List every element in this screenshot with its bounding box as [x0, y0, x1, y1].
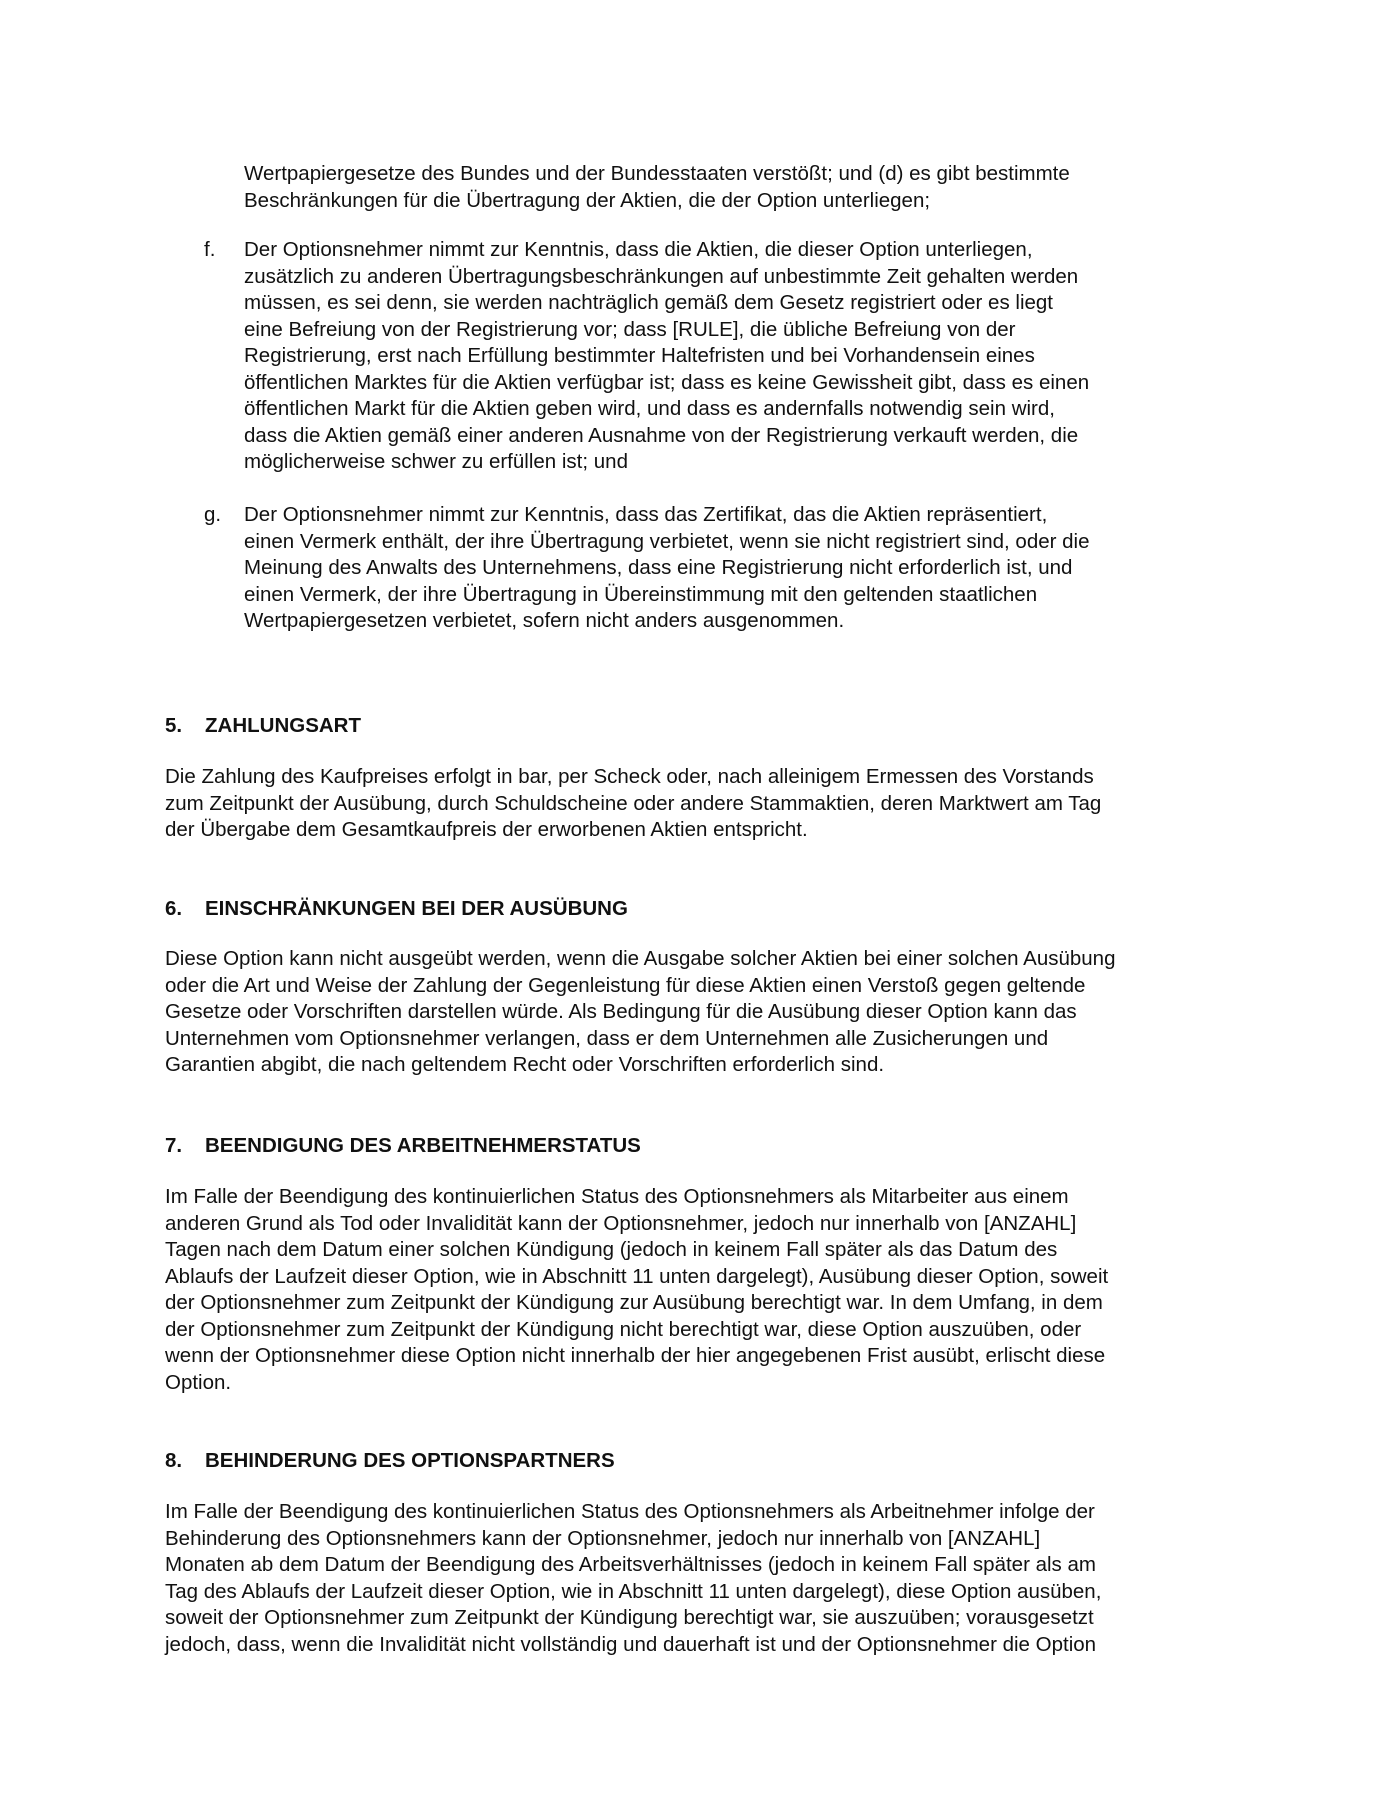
text-line: öffentlichen Marktes für die Aktien verfügbar ist; dass es keine Gewissheit gibt, dass es einen: [244, 370, 1090, 394]
section-body-6: [165, 946, 1225, 1079]
text-line: Gesetze oder Vorschriften darstellen würde. Als Bedingung für die Ausübung dieser Option kann das: [165, 1000, 1077, 1023]
text-line: Der Optionsnehmer nimmt zur Kenntnis, dass die Aktien, die dieser Option unterliegen,: [244, 238, 1033, 261]
list-item-g: [204, 502, 1224, 635]
text-line: Die Zahlung des Kaufpreises erfolgt in bar, per Scheck oder, nach alleinigem Ermessen des Vorstands: [165, 765, 1094, 788]
text-line: Diese Option kann nicht ausgeübt werden, wenn die Ausgabe solcher Aktien bei einer solchen Ausübung: [165, 947, 1116, 970]
section-number: 5.: [165, 714, 183, 737]
text-line: öffentlichen Markt für die Aktien geben wird, und dass es andernfalls notwendig sein wird,: [244, 397, 1055, 420]
text-line: Ablaufs der Laufzeit dieser Option, wie in Abschnitt 11 unten dargelegt), Ausübung dieser Option, soweit: [165, 1264, 1109, 1288]
section-number: 6.: [165, 897, 183, 920]
text-line: müssen, es sei denn, sie werden nachträglich gemäß dem Gesetz registriert oder es liegt: [244, 291, 1053, 314]
list-item-f: [204, 237, 1224, 476]
text-line: Behinderung des Optionsnehmers kann der Optionsnehmer, jedoch nur innerhalb von [ANZAHL]: [165, 1526, 1041, 1550]
section-number: 7.: [165, 1134, 183, 1157]
section-title: BEHINDERUNG DES OPTIONSPARTNERS: [205, 1449, 615, 1472]
text-line: Unternehmen vom Optionsnehmer verlangen, dass er dem Unternehmen alle Zusicherungen und: [165, 1026, 1049, 1050]
text-line: einen Vermerk enthält, der ihre Übertragung verbietet, wenn sie nicht registriert sind, oder die: [244, 529, 1090, 553]
section-body-8: [165, 1499, 1225, 1658]
section-body-5: [165, 764, 1225, 844]
section-title: BEENDIGUNG DES ARBEITNEHMERSTATUS: [205, 1134, 641, 1157]
text-line: der Übergabe dem Gesamtkaufpreis der erworbenen Aktien entspricht.: [165, 818, 808, 841]
text-line: der Optionsnehmer zum Zeitpunkt der Kündigung nicht berechtigt war, diese Option auszuüben, oder: [165, 1317, 1082, 1341]
text-line: Wertpapiergesetzen verbietet, sofern nicht anders ausgenommen.: [244, 609, 845, 632]
section-heading-5: [165, 713, 361, 739]
text-line: eine Befreiung von der Registrierung vor; dass [RULE], die übliche Befreiung von der: [244, 317, 1016, 341]
text-line: Beschränkungen für die Übertragung der Aktien, die der Option unterliegen;: [244, 188, 931, 212]
text-line: Tag des Ablaufs der Laufzeit dieser Option, wie in Abschnitt 11 unten dargelegt), diese Option ausüben,: [165, 1579, 1102, 1603]
text-line: der Optionsnehmer zum Zeitpunkt der Kündigung zur Ausübung berechtigt war. In dem Umfang, in dem: [165, 1291, 1103, 1314]
section-heading-6: [165, 896, 628, 922]
section-title: ZAHLUNGSART: [205, 714, 362, 737]
text-line: Im Falle der Beendigung des kontinuierlichen Status des Optionsnehmers als Arbeitnehmer infolge der: [165, 1500, 1095, 1523]
section-number: 8.: [165, 1449, 183, 1472]
text-line: dass die Aktien gemäß einer anderen Ausnahme von der Registrierung verkauft werden, die: [244, 423, 1079, 447]
text-line: wenn der Optionsnehmer diese Option nicht innerhalb der hier angegebenen Frist ausübt, erlischt diese: [165, 1344, 1106, 1367]
text-line: oder die Art und Weise der Zahlung der Gegenleistung für diese Aktien einen Verstoß gegen geltende: [165, 973, 1086, 997]
section-title: EINSCHRÄNKUNGEN BEI DER AUSÜBUNG: [205, 897, 628, 920]
text-line: Meinung des Anwalts des Unternehmens, dass eine Registrierung nicht erforderlich ist, und: [244, 556, 1073, 579]
text-line: zusätzlich zu anderen Übertragungsbeschränkungen auf unbestimmte Zeit gehalten werden: [244, 264, 1079, 288]
section-heading-7: [165, 1133, 641, 1159]
text-line: Tagen nach dem Datum einer solchen Kündigung (jedoch in keinem Fall später als das Datum des: [165, 1238, 1058, 1261]
text-line: anderen Grund als Tod oder Invalidität kann der Optionsnehmer, jedoch nur innerhalb von [ANZAHL]: [165, 1211, 1077, 1235]
text-line: Im Falle der Beendigung des kontinuierlichen Status des Optionsnehmers als Mitarbeiter aus einem: [165, 1185, 1069, 1208]
text-line: Option.: [165, 1370, 232, 1394]
text-line: Registrierung, erst nach Erfüllung bestimmter Haltefristen und bei Vorhandensein eines: [244, 344, 1035, 367]
text-line: möglicherweise schwer zu erfüllen ist; und: [244, 450, 628, 473]
list-item-continuation: [244, 161, 1224, 214]
text-line: einen Vermerk, der ihre Übertragung in Übereinstimmung mit den geltenden staatlichen: [244, 582, 1038, 606]
list-letter: f.: [204, 238, 216, 261]
list-letter: g.: [204, 503, 222, 526]
text-line: Monaten ab dem Datum der Beendigung des Arbeitsverhältnisses (jedoch in keinem Fall später als am: [165, 1553, 1096, 1576]
text-line: soweit der Optionsnehmer zum Zeitpunkt der Kündigung berechtigt war, sie auszuüben; vorausgesetzt: [165, 1606, 1094, 1629]
text-line: Der Optionsnehmer nimmt zur Kenntnis, dass das Zertifikat, das die Aktien repräsentiert,: [244, 503, 1048, 526]
text-line: Garantien abgibt, die nach geltendem Recht oder Vorschriften erforderlich sind.: [165, 1053, 885, 1076]
text-line: Wertpapiergesetze des Bundes und der Bundesstaaten verstößt; und (d) es gibt bestimmte: [244, 162, 1070, 185]
text-line: zum Zeitpunkt der Ausübung, durch Schuldscheine oder andere Stammaktien, deren Marktwert am Tag: [165, 791, 1102, 815]
section-heading-8: [165, 1448, 615, 1474]
section-body-7: [165, 1184, 1225, 1396]
text-line: jedoch, dass, wenn die Invalidität nicht vollständig und dauerhaft ist und der Optionsnehmer die Option: [165, 1632, 1097, 1656]
